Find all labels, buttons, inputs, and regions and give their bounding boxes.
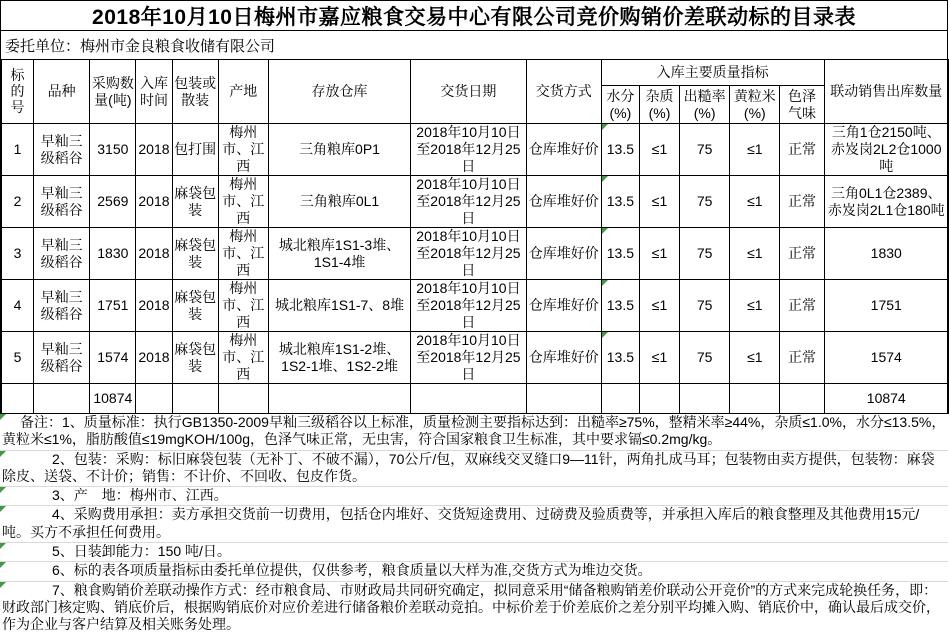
cell-origin: 梅州市、江西 bbox=[218, 176, 268, 228]
cell-storage-time: 2018 bbox=[136, 280, 172, 332]
cell-target-no: 4 bbox=[2, 280, 34, 332]
cell-yellow-grain: ≤1 bbox=[730, 124, 780, 176]
cell-quantity: 1574 bbox=[90, 332, 136, 384]
col-header-delivery-date: 交货日期 bbox=[411, 60, 526, 124]
cell-target-no: 3 bbox=[2, 228, 34, 280]
total-empty-cell bbox=[680, 384, 730, 414]
total-empty-cell bbox=[780, 384, 824, 414]
cell-yellow-grain: ≤1 bbox=[730, 280, 780, 332]
note-text: 6、标的表各项质量指标由委托单位提供，仅供参考，粮食质量以大样为准,交货方式为堆边交货。 bbox=[52, 562, 652, 579]
cell-packing: 麻袋包装 bbox=[172, 280, 218, 332]
note-text: 7、粮食购销价差联动操作方式：经市粮食局、市财政局共同研究确定，拟同意采用“储备粮购销差价联动公开竞价”的方式来完成轮换任务，即：财政部门核定购、销底价后，根据购销底价对应价差进行储备粮价差联动竞拍。中标价差于价差底价之差分别平均摊入购、销底价中，确认最后成交价，作为企业与客户结算及相关账务处理。 bbox=[2, 581, 940, 633]
cell-impurity: ≤1 bbox=[639, 332, 679, 384]
cell-color-smell: 正常 bbox=[780, 124, 824, 176]
cell-rice-yield: 75 bbox=[680, 176, 730, 228]
note-item bbox=[0, 562, 948, 581]
cell-variety: 早籼三级稻谷 bbox=[34, 280, 90, 332]
col-header-impurity: 杂质(%) bbox=[639, 86, 679, 124]
cell-linkage-quantity: 三角0L1仓2389、赤岌岗2L1仓180吨 bbox=[824, 176, 948, 228]
comment-indicator-icon bbox=[0, 451, 6, 457]
total-empty-cell bbox=[268, 384, 410, 414]
note-item bbox=[0, 582, 948, 635]
cell-color-smell: 正常 bbox=[780, 176, 824, 228]
cell-packing: 麻袋包装 bbox=[172, 332, 218, 384]
cell-moisture: 13.5 bbox=[601, 176, 639, 228]
cell-target-no: 1 bbox=[2, 124, 34, 176]
total-row bbox=[2, 384, 949, 414]
cell-delivery-date: 2018年10月10日至2018年12月25日 bbox=[411, 228, 526, 280]
total-empty-cell bbox=[601, 384, 639, 414]
cell-linkage-quantity: 1830 bbox=[824, 228, 948, 280]
cell-origin: 梅州市、江西 bbox=[218, 280, 268, 332]
cell-color-smell: 正常 bbox=[780, 332, 824, 384]
col-header-delivery-method: 交货方式 bbox=[526, 60, 601, 124]
cell-delivery-date: 2018年10月10日至2018年12月25日 bbox=[411, 280, 526, 332]
cell-linkage-quantity: 1751 bbox=[824, 280, 948, 332]
table-row bbox=[2, 124, 949, 176]
comment-indicator-icon bbox=[602, 124, 608, 130]
cell-target-no: 2 bbox=[2, 176, 34, 228]
note-item bbox=[0, 451, 948, 488]
note-item bbox=[0, 543, 948, 562]
cell-warehouse: 城北粮库1S1-3堆、1S1-4堆 bbox=[268, 228, 410, 280]
cell-quantity: 1751 bbox=[90, 280, 136, 332]
total-empty-cell bbox=[2, 384, 34, 414]
note-text: 2、包装：采购：标旧麻袋包装（无补丁、不破不漏），70公斤/包，双麻线交叉缝口9—11针，两角扎成马耳；包装物由卖方提供，包装物：麻袋除皮、送袋、不计价；销售：不计价、不回收、包皮作货。 bbox=[2, 450, 935, 484]
note-text: 4、采购费用承担：卖方承担交货前一切费用，包括仓内堆好、交货短途费用、过磅费及验质费等，并承担入库后的粮食整理及其他费用15元/吨。买方不承担任何费用。 bbox=[2, 506, 920, 540]
col-header-packing: 包装或散装 bbox=[172, 60, 218, 124]
col-header-warehouse: 存放仓库 bbox=[268, 60, 410, 124]
comment-indicator-icon bbox=[602, 332, 608, 338]
cell-storage-time: 2018 bbox=[136, 176, 172, 228]
comment-indicator-icon bbox=[0, 487, 6, 493]
notes-section bbox=[0, 414, 948, 635]
total-empty-cell bbox=[136, 384, 172, 414]
cell-moisture: 13.5 bbox=[601, 228, 639, 280]
comment-indicator-icon bbox=[0, 582, 6, 588]
comment-indicator-icon bbox=[0, 506, 6, 512]
total-empty-cell bbox=[526, 384, 601, 414]
cell-rice-yield: 75 bbox=[680, 280, 730, 332]
col-header-color-smell: 色泽气味 bbox=[780, 86, 824, 124]
comment-indicator-icon bbox=[0, 414, 6, 420]
cell-color-smell: 正常 bbox=[780, 280, 824, 332]
cell-warehouse: 城北粮库1S1-7、8堆 bbox=[268, 280, 410, 332]
note-item bbox=[0, 487, 948, 506]
cell-linkage-quantity: 三角1仓2150吨、赤岌岗2L2仓1000吨 bbox=[824, 124, 948, 176]
cell-delivery-date: 2018年10月10日至2018年12月25日 bbox=[411, 332, 526, 384]
cell-warehouse: 三角粮库0P1 bbox=[268, 124, 410, 176]
cell-impurity: ≤1 bbox=[639, 228, 679, 280]
cell-impurity: ≤1 bbox=[639, 280, 679, 332]
cell-yellow-grain: ≤1 bbox=[730, 176, 780, 228]
note-item bbox=[0, 506, 948, 543]
col-header-moisture: 水分(%) bbox=[601, 86, 639, 124]
cell-rice-yield: 75 bbox=[680, 332, 730, 384]
catalog-table bbox=[1, 59, 949, 414]
cell-storage-time: 2018 bbox=[136, 332, 172, 384]
cell-rice-yield: 75 bbox=[680, 228, 730, 280]
cell-linkage-quantity: 1574 bbox=[824, 332, 948, 384]
cell-storage-time: 2018 bbox=[136, 124, 172, 176]
cell-yellow-grain: ≤1 bbox=[730, 332, 780, 384]
col-header-target-no: 标的号 bbox=[2, 60, 34, 124]
note-item bbox=[0, 414, 948, 451]
table-body bbox=[2, 124, 949, 384]
comment-indicator-icon bbox=[0, 543, 6, 549]
cell-color-smell: 正常 bbox=[780, 228, 824, 280]
total-empty-cell bbox=[218, 384, 268, 414]
cell-impurity: ≤1 bbox=[639, 176, 679, 228]
cell-quantity: 1830 bbox=[90, 228, 136, 280]
cell-delivery-date: 2018年10月10日至2018年12月25日 bbox=[411, 124, 526, 176]
cell-delivery-method: 仓库堆好价 bbox=[526, 176, 601, 228]
table-row bbox=[2, 228, 949, 280]
cell-quantity: 3150 bbox=[90, 124, 136, 176]
cell-warehouse: 三角粮库0L1 bbox=[268, 176, 410, 228]
col-header-storage-time: 入库时间 bbox=[136, 60, 172, 124]
cell-delivery-method: 仓库堆好价 bbox=[526, 332, 601, 384]
col-header-yellow-grain: 黄粒米(%) bbox=[730, 86, 780, 124]
col-header-quantity: 采购数量(吨) bbox=[90, 60, 136, 124]
col-header-origin: 产地 bbox=[218, 60, 268, 124]
cell-origin: 梅州市、江西 bbox=[218, 124, 268, 176]
note-text: 备注：1、质量标准：执行GB1350-2009早籼三级稻谷以上标准，质量检测主要指标达到：出糙率≥75%，整精米率≥44%，杂质≤1.0%，水分≤13.5%，黄粒米≤1%，脂肪酸值≤19mgKOH/100g，色泽气味正常，无虫害，符合国家粮食卫生标准，其中要求镉≤0.2mg/kg。 bbox=[2, 414, 946, 448]
note-text: 3、产 地：梅州市、江西。 bbox=[52, 487, 228, 504]
client-line: 委托单位：梅州市金良粮食收储有限公司 bbox=[5, 37, 276, 55]
cell-warehouse: 城北粮库1S1-2堆、1S2-1堆、1S2-2堆 bbox=[268, 332, 410, 384]
page-title: 2018年10月10日梅州市嘉应粮食交易中心有限公司竞价购销价差联动标的目录表 bbox=[1, 1, 947, 31]
cell-rice-yield: 75 bbox=[680, 124, 730, 176]
note-text: 5、日装卸能力：150 吨/日。 bbox=[52, 543, 231, 560]
cell-packing: 麻袋包装 bbox=[172, 228, 218, 280]
cell-delivery-method: 仓库堆好价 bbox=[526, 228, 601, 280]
col-header-quality-group: 入库主要质量指标 bbox=[601, 60, 824, 86]
cell-origin: 梅州市、江西 bbox=[218, 332, 268, 384]
cell-variety: 早籼三级稻谷 bbox=[34, 176, 90, 228]
cell-variety: 早籼三级稻谷 bbox=[34, 124, 90, 176]
total-empty-cell bbox=[172, 384, 218, 414]
table-row bbox=[2, 280, 949, 332]
comment-indicator-icon bbox=[602, 228, 608, 234]
total-empty-cell bbox=[730, 384, 780, 414]
cell-storage-time: 2018 bbox=[136, 228, 172, 280]
cell-moisture: 13.5 bbox=[601, 280, 639, 332]
cell-moisture: 13.5 bbox=[601, 332, 639, 384]
total-empty-cell bbox=[34, 384, 90, 414]
cell-delivery-date: 2018年10月10日至2018年12月25日 bbox=[411, 176, 526, 228]
total-quantity-cell: 10874 bbox=[90, 384, 136, 414]
cell-variety: 早籼三级稻谷 bbox=[34, 228, 90, 280]
cell-impurity: ≤1 bbox=[639, 124, 679, 176]
cell-delivery-method: 仓库堆好价 bbox=[526, 124, 601, 176]
cell-moisture: 13.5 bbox=[601, 124, 639, 176]
cell-packing: 麻袋包装 bbox=[172, 176, 218, 228]
cell-origin: 梅州市、江西 bbox=[218, 228, 268, 280]
col-header-rice-yield: 出糙率(%) bbox=[680, 86, 730, 124]
cell-delivery-method: 仓库堆好价 bbox=[526, 280, 601, 332]
total-empty-cell bbox=[411, 384, 526, 414]
cell-quantity: 2569 bbox=[90, 176, 136, 228]
table-row bbox=[2, 332, 949, 384]
col-header-linkage-quantity: 联动销售出库数量 bbox=[824, 60, 948, 124]
total-linkage-cell: 10874 bbox=[824, 384, 948, 414]
cell-packing: 包打围 bbox=[172, 124, 218, 176]
table-row bbox=[2, 176, 949, 228]
cell-target-no: 5 bbox=[2, 332, 34, 384]
col-header-variety: 品种 bbox=[34, 60, 90, 124]
comment-indicator-icon bbox=[602, 176, 608, 182]
cell-yellow-grain: ≤1 bbox=[730, 228, 780, 280]
cell-variety: 早籼三级稻谷 bbox=[34, 332, 90, 384]
comment-indicator-icon bbox=[602, 280, 608, 286]
total-empty-cell bbox=[639, 384, 679, 414]
comment-indicator-icon bbox=[0, 562, 6, 568]
